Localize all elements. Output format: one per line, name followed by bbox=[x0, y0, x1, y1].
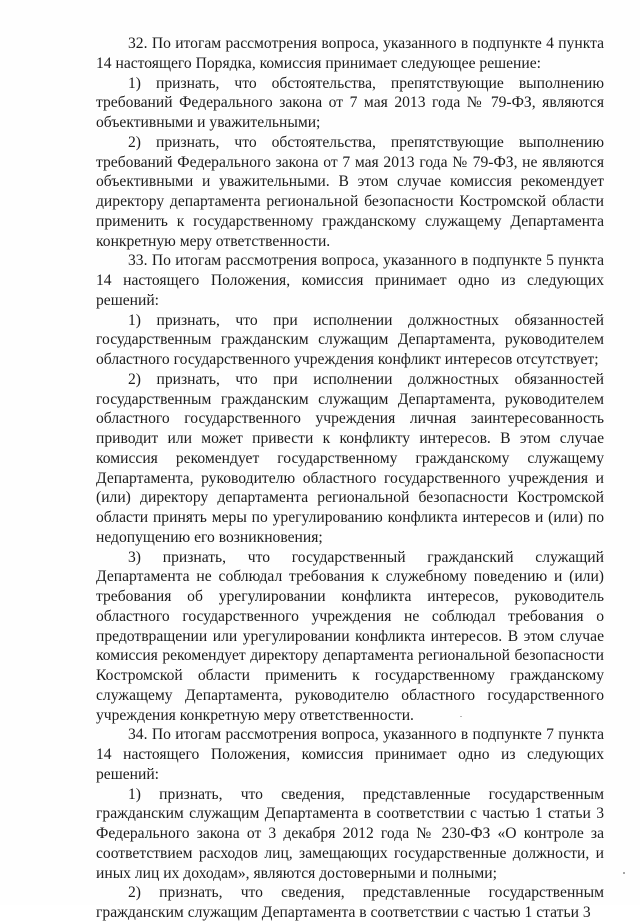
paragraph-34-item-1: 1) признать, что сведения, представленные государственным гражданским служащим Департамента в соответствии с частью 1 статьи 3 Федерального закона от 3 декабря 2012 года № 230-ФЗ «О контроле за соответствием расходов лиц, замещающих государственные должности, и иных лиц их доходам», являются достоверными и полными; bbox=[96, 785, 604, 882]
paragraph-32-item-1: 1) признать, что обстоятельства, препятствующие выполнению требований Федерального закона от 7 мая 2013 года № 79-ФЗ, являются объективными и уважительными; bbox=[96, 74, 604, 131]
paragraph-33: 33. По итогам рассмотрения вопроса, указанного в подпункте 5 пункта 14 настоящего Положения, комиссия принимает одно из следующих решений: bbox=[96, 252, 604, 309]
paragraph-34-item-2: 2) признать, что сведения, представленные государственным гражданским служащим Департамента в соответствии с частью 1 статьи 3 bbox=[96, 884, 604, 921]
paragraph-32: 32. По итогам рассмотрения вопроса, указанного в подпункте 4 пункта 14 настоящего Порядка, комиссия принимает следующее решение: bbox=[96, 35, 604, 72]
paragraph-33-item-3: 3) признать, что государственный гражданский служащий Департамента не соблюдал требования к служебному поведению и (или) требования об урегулировании конфликта интересов, руководитель областного государственного учреждения не соблюдал требования о предотвращении или урегулировании конфликта интересов. В этом случае комиссия рекомендует директору департамента региональной безопасности Костромской области применить к государственному гражданскому служащему Департамента, руководителю областного государственного учреждения конкретную меру ответственности. bbox=[96, 548, 604, 724]
paragraph-33-item-1: 1) признать, что при исполнении должностных обязанностей государственным гражданским служащим Департамента, руководителем областного государственного учреждения конфликт интересов отсутствует; bbox=[96, 311, 604, 368]
paragraph-33-item-2: 2) признать, что при исполнении должностных обязанностей государственным гражданским служащим Департамента, руководителем областного государственного учреждения личная заинтересованность приводит или может привести к конфликту интересов. В этом случае комиссия рекомендует государственному гражданскому служащему Департамента, руководителю областного государственного учреждения и (или) директору департамента региональной безопасности Костромской области принять меры по урегулированию конфликта интересов и (или) по недопущению его возникновения; bbox=[96, 370, 604, 546]
document-body bbox=[96, 34, 604, 923]
paragraph-32-item-2: 2) признать, что обстоятельства, препятствующие выполнению требований Федерального закона от 7 мая 2013 года № 79-ФЗ, не являются объективными и уважительными. В этом случае комиссия рекомендует директору департамента региональной безопасности Костромской области применить к государственному гражданскому служащему Департамента конкретную меру ответственности. bbox=[96, 133, 604, 250]
scan-speck bbox=[623, 872, 625, 874]
scan-speck bbox=[460, 716, 462, 717]
paragraph-34: 34. По итогам рассмотрения вопроса, указанного в подпункте 7 пункта 14 настоящего Положения, комиссия принимает одно из следующих решений: bbox=[96, 726, 604, 783]
